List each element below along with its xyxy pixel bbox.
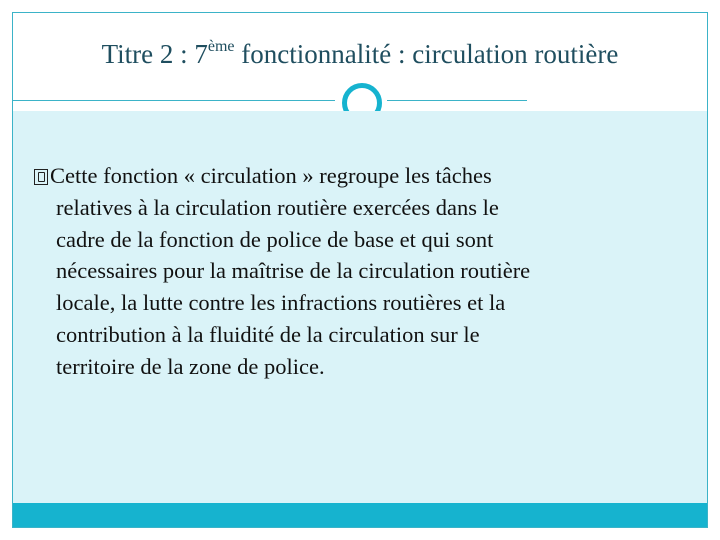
bullet-line-6: contribution à la fluidité de la circulation sur le [56, 321, 480, 347]
bullet-line-4: nécessaires pour la maîtrise de la circulation routière [56, 258, 531, 284]
bullet-line-2: relatives à la circulation routière exercées dans le [56, 194, 499, 220]
bullet-line-5: locale, la lutte contre les infractions routières et la [56, 290, 506, 316]
slide [12, 12, 708, 528]
slide-title-prefix: Titre 2 : 7 [101, 39, 208, 69]
bullet-first-line [34, 160, 694, 192]
bullet-line-1: Cette fonction « circulation » regroupe les tâches [50, 163, 492, 188]
bullet-paragraph [34, 160, 694, 383]
footer-bar [13, 503, 707, 527]
content-area [13, 111, 707, 503]
slide-title [13, 39, 707, 70]
slide-title-suffix: fonctionnalité : circulation routière [234, 39, 619, 69]
title-divider-left [13, 100, 335, 101]
slide-title-superscript: ème [207, 38, 235, 55]
title-divider-right [387, 100, 527, 101]
bullet-icon [34, 169, 48, 185]
bullet-line-7: territoire de la zone de police. [56, 353, 325, 379]
bullet-line-3: cadre de la fonction de police de base et qui sont [56, 226, 494, 252]
